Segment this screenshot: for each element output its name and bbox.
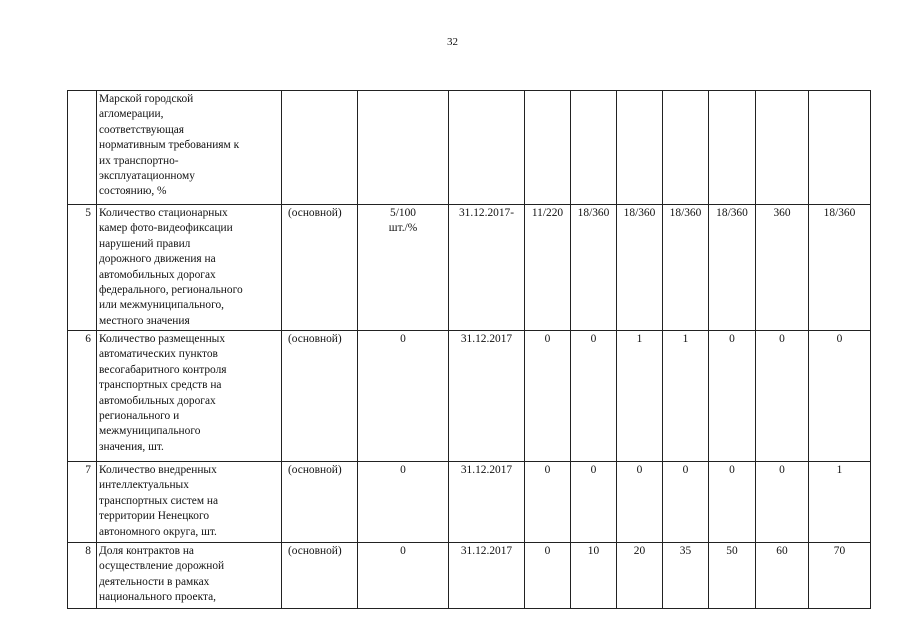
year-value: 0: [756, 462, 809, 543]
indicator-name: [97, 91, 282, 205]
indicator-name-line: дорожного движения на: [99, 253, 216, 266]
base-value: 0: [358, 462, 449, 543]
indicator-name-line: Количество внедренных: [99, 464, 217, 476]
year-value: 1: [617, 331, 663, 462]
row-number: 8: [68, 543, 97, 609]
indicator-name: [97, 205, 282, 331]
indicator-name-line: автомобильных дорогах: [99, 394, 216, 407]
year-value: 10: [571, 543, 617, 609]
base-date: 31.12.2017-: [449, 205, 525, 331]
indicator-name-line: агломерации,: [99, 108, 164, 121]
year-value: 35: [663, 543, 709, 609]
indicator-name-line: территории Ненецкого: [99, 510, 210, 523]
indicator-name: [97, 331, 282, 462]
indicator-name-line: федерального, регионального: [99, 284, 243, 297]
year-value: 18/360: [617, 205, 663, 331]
indicator-name-line: соответствующая: [99, 123, 185, 136]
indicator-name-line: Количество размещенных: [99, 333, 226, 345]
year-value: [809, 91, 871, 205]
indicator-type: (основной): [282, 462, 358, 543]
indicator-name: [97, 543, 282, 609]
base-date: [449, 91, 525, 205]
year-value: 18/360: [809, 205, 871, 331]
indicator-name-line: автомобильных дорогах: [99, 268, 216, 281]
year-value: 1: [663, 331, 709, 462]
table-row: [68, 91, 871, 205]
indicator-name-line: эксплуатационному: [99, 170, 195, 183]
indicator-name-line: деятельности в рамках: [99, 575, 210, 588]
year-value: 0: [571, 331, 617, 462]
year-value: [756, 91, 809, 205]
indicator-name-line: весогабаритного контроля: [99, 363, 227, 376]
base-value: [358, 91, 449, 205]
year-value: 50: [709, 543, 756, 609]
indicator-name-line: камер фото-видеофиксации: [99, 222, 233, 235]
year-value: [663, 91, 709, 205]
year-value: 0: [709, 331, 756, 462]
base-value: 5/100 шт./%: [358, 205, 449, 331]
year-value: 0: [663, 462, 709, 543]
base-value: 0: [358, 331, 449, 462]
year-value: 60: [756, 543, 809, 609]
indicator-name-line: нарушений правил: [99, 237, 191, 250]
base-value: 0: [358, 543, 449, 609]
table-row: [68, 205, 871, 331]
year-value: 0: [571, 462, 617, 543]
page-number: 32: [447, 36, 458, 48]
indicators-table: [67, 90, 871, 609]
table-row: [68, 462, 871, 543]
row-number: 5: [68, 205, 97, 331]
base-date: 31.12.2017: [449, 462, 525, 543]
indicator-name-line: автоматических пунктов: [99, 348, 218, 361]
indicator-name-line: автономного округа, шт.: [99, 525, 217, 538]
indicator-name-line: транспортных средств на: [99, 379, 222, 392]
year-value: [525, 91, 571, 205]
table-row: [68, 543, 871, 609]
indicator-type: (основной): [282, 331, 358, 462]
year-value: 70: [809, 543, 871, 609]
year-value: [709, 91, 756, 205]
indicator-name-line: или межмуниципального,: [99, 299, 224, 312]
indicator-name-line: Марской городской: [99, 93, 194, 105]
base-date: 31.12.2017: [449, 543, 525, 609]
year-value: 360: [756, 205, 809, 331]
year-value: 0: [617, 462, 663, 543]
indicator-name-line: состоянию, %: [99, 185, 167, 198]
year-value: 1: [809, 462, 871, 543]
indicator-name-line: транспортных систем на: [99, 494, 219, 507]
year-value: 0: [525, 543, 571, 609]
row-number: 6: [68, 331, 97, 462]
year-value: 0: [525, 462, 571, 543]
indicator-name-line: Доля контрактов на: [99, 545, 194, 557]
indicator-name-line: межмуниципального: [99, 425, 201, 438]
indicator-type: (основной): [282, 205, 358, 331]
year-value: 20: [617, 543, 663, 609]
indicator-type: [282, 91, 358, 205]
indicator-name-line: значения, шт.: [99, 440, 164, 453]
year-value: 0: [525, 331, 571, 462]
year-value: [571, 91, 617, 205]
indicator-name: [97, 462, 282, 543]
indicator-name-line: их транспортно-: [99, 154, 179, 167]
year-value: 0: [709, 462, 756, 543]
year-value: 0: [809, 331, 871, 462]
indicator-name-line: национального проекта,: [99, 591, 216, 604]
indicator-name-line: нормативным требованиям к: [99, 139, 240, 152]
year-value: 18/360: [571, 205, 617, 331]
indicator-type: (основной): [282, 543, 358, 609]
base-date: 31.12.2017: [449, 331, 525, 462]
indicator-name-line: интеллектуальных: [99, 479, 189, 492]
year-value: [617, 91, 663, 205]
indicator-name-line: местного значения: [99, 314, 190, 327]
table-row: [68, 331, 871, 462]
indicator-name-line: осуществление дорожной: [99, 560, 225, 573]
year-value: 18/360: [709, 205, 756, 331]
indicator-name-line: Количество стационарных: [99, 207, 228, 219]
row-number: [68, 91, 97, 205]
row-number: 7: [68, 462, 97, 543]
year-value: 0: [756, 331, 809, 462]
indicator-name-line: регионального и: [99, 410, 180, 423]
year-value: 18/360: [663, 205, 709, 331]
year-value: 11/220: [525, 205, 571, 331]
